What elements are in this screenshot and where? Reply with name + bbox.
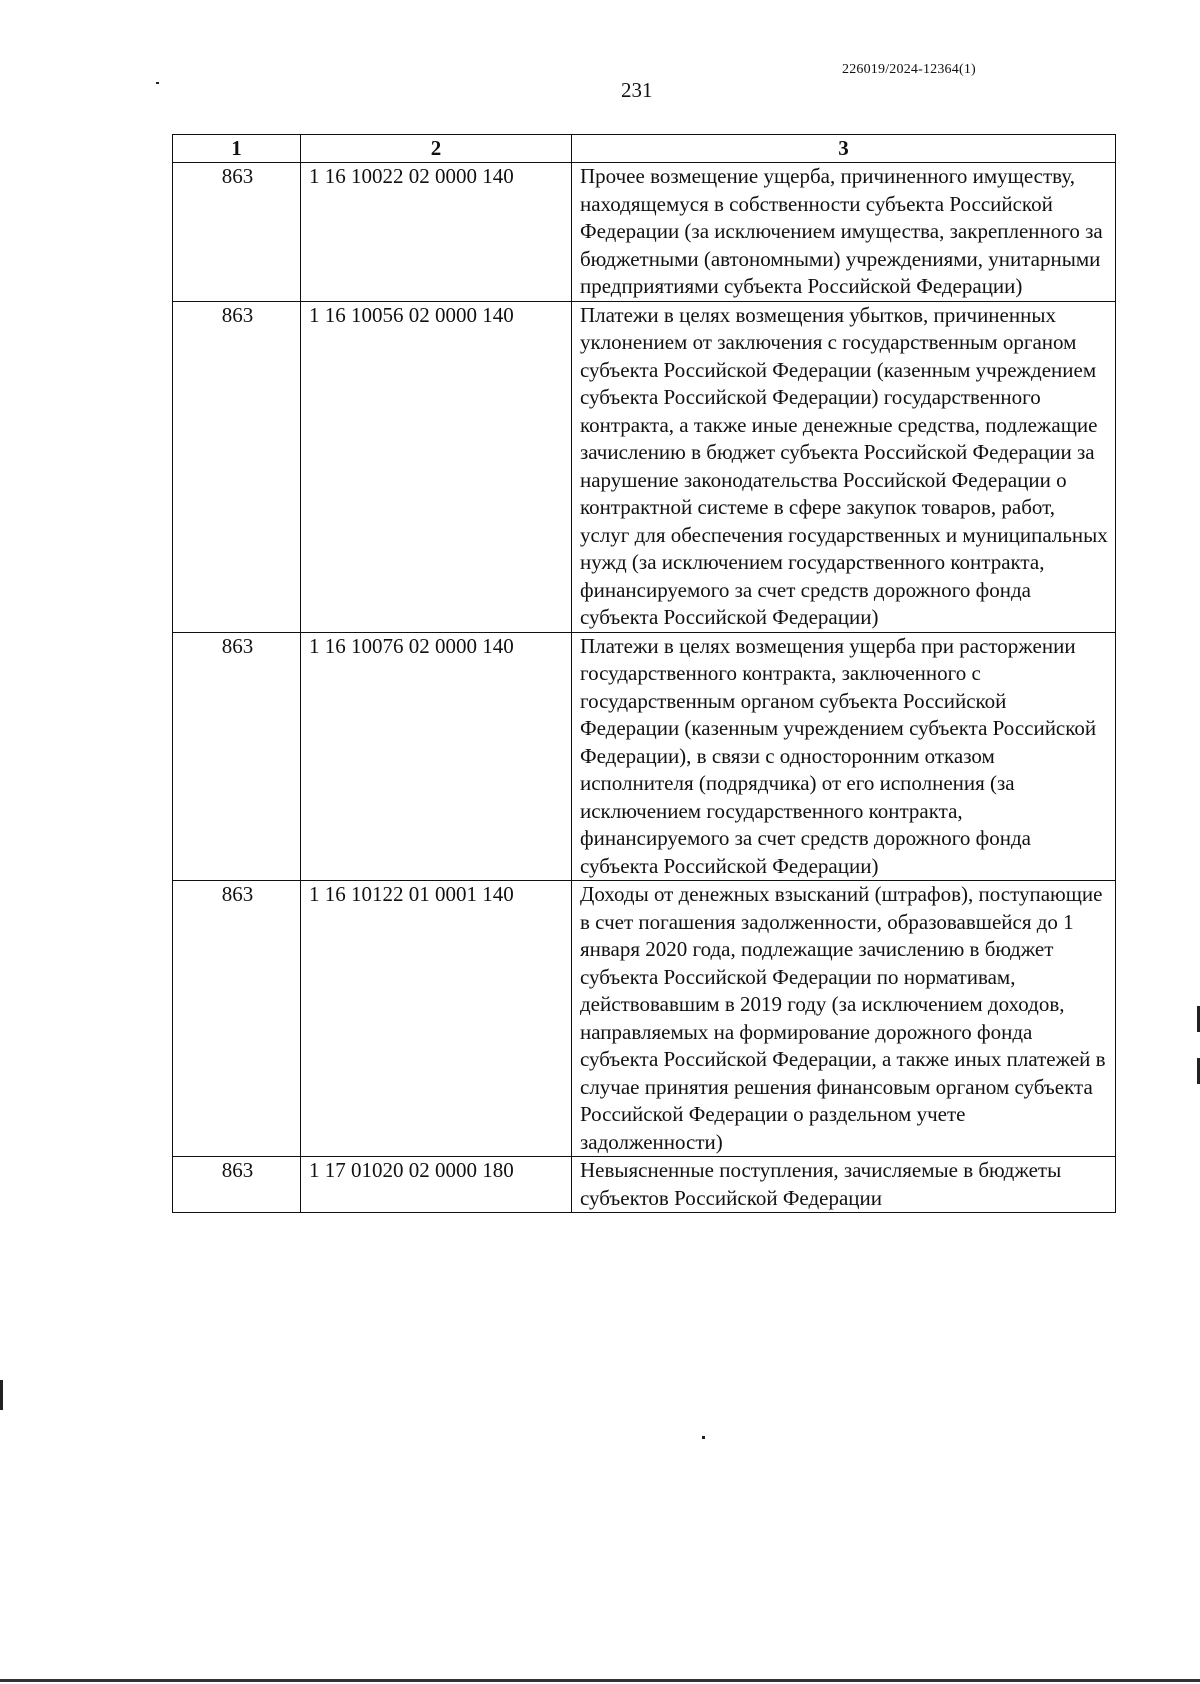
scan-artifact [156, 82, 159, 84]
scan-artifact [0, 1380, 3, 1410]
budget-code-cell: 1 17 01020 02 0000 180 [301, 1157, 572, 1213]
table-row [173, 1157, 1116, 1213]
scan-artifact [702, 1436, 705, 1439]
table-row [173, 301, 1116, 632]
description-cell: Платежи в целях возмещения ущерба при расторжении государственного контракта, заключенного с государственным органом субъекта Российской Федерации (казенным учреждением субъекта Российской Федерации), в связи с односторонним отказом исполнителя (подрядчика) от его исполнения (за исключением государственного контракта, финансируемого за счет средств дорожного фонда субъекта Российской Федерации) [572, 632, 1116, 881]
budget-code-table [172, 134, 1116, 1213]
admin-code-cell: 863 [173, 301, 301, 632]
admin-code-cell: 863 [173, 1157, 301, 1213]
table-header-row [173, 135, 1116, 163]
description-cell: Платежи в целях возмещения убытков, причиненных уклонением от заключения с государственным органом субъекта Российской Федерации (казенным учреждением субъекта Российской Федерации) государственного контракта, а также иные денежные средства, подлежащие зачислению в бюджет субъекта Российской Федерации за нарушение законодательства Российской Федерации о контрактной системе в сфере закупок товаров, работ, услуг для обеспечения государственных и муниципальных нужд (за исключением государственного контракта, финансируемого за счет средств дорожного фонда субъекта Российской Федерации) [572, 301, 1116, 632]
budget-code-cell: 1 16 10022 02 0000 140 [301, 163, 572, 302]
document-number: 226019/2024-12364(1) [842, 62, 976, 77]
description-cell: Прочее возмещение ущерба, причиненного имуществу, находящемуся в собственности субъекта Российской Федерации (за исключением имущества, закрепленного за бюджетными (автономными) учреждениями, унитарными предприятиями субъекта Российской Федерации) [572, 163, 1116, 302]
table-row [173, 881, 1116, 1157]
table-row [173, 163, 1116, 302]
column-header: 3 [572, 135, 1116, 163]
column-header: 1 [173, 135, 301, 163]
description-cell: Невыясненные поступления, зачисляемые в бюджеты субъектов Российской Федерации [572, 1157, 1116, 1213]
admin-code-cell: 863 [173, 632, 301, 881]
budget-code-cell: 1 16 10122 01 0001 140 [301, 881, 572, 1157]
admin-code-cell: 863 [173, 881, 301, 1157]
column-header: 2 [301, 135, 572, 163]
admin-code-cell: 863 [173, 163, 301, 302]
description-cell: Доходы от денежных взысканий (штрафов), поступающие в счет погашения задолженности, образовавшейся до 1 января 2020 года, подлежащие зачислению в бюджет субъекта Российской Федерации по нормативам, действовавшим в 2019 году (за исключением доходов, направляемых на формирование дорожного фонда субъекта Российской Федерации, а также иных платежей в случае принятия решения финансовым органом субъекта Российской Федерации о раздельном учете задолженности) [572, 881, 1116, 1157]
table-row [173, 632, 1116, 881]
budget-code-cell: 1 16 10076 02 0000 140 [301, 632, 572, 881]
budget-code-cell: 1 16 10056 02 0000 140 [301, 301, 572, 632]
page-number: 231 [621, 78, 653, 102]
scan-edge-line [0, 1679, 1200, 1682]
